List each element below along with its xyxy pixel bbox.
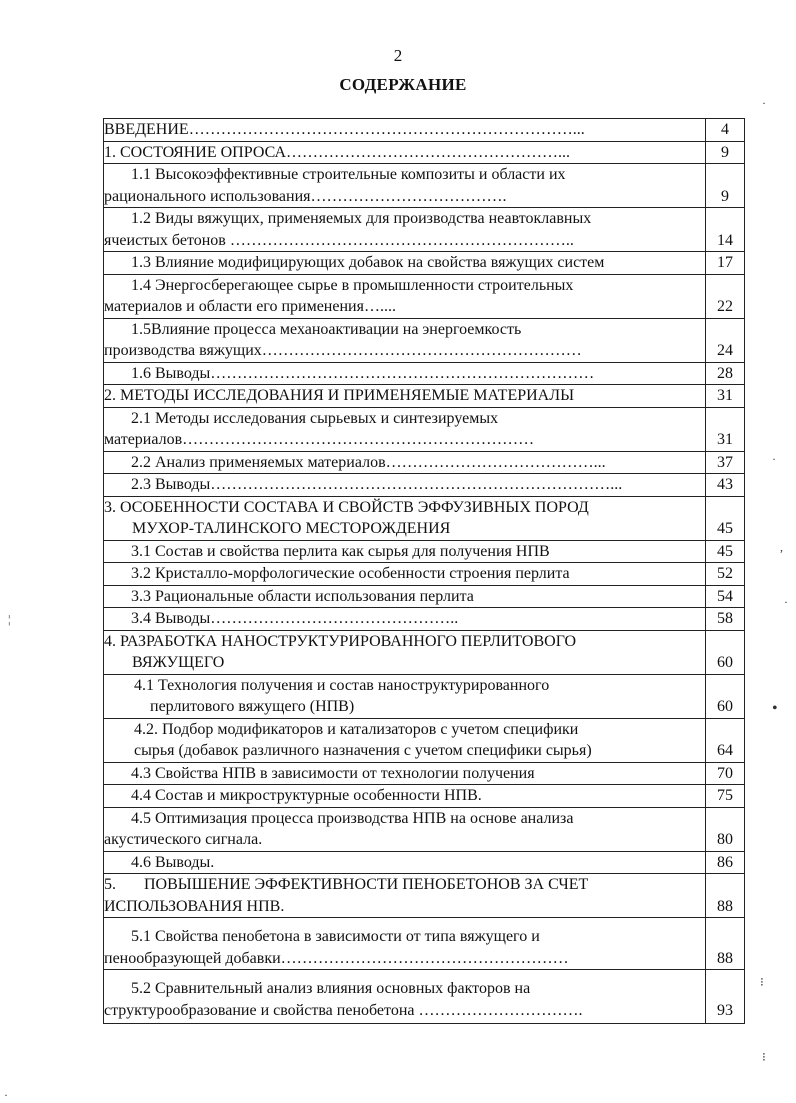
scan-speck: · (762, 96, 766, 110)
toc-entry (104, 540, 706, 563)
toc-entry (104, 874, 706, 918)
toc-row (104, 540, 745, 563)
toc-entry (104, 807, 706, 851)
toc-entry (104, 141, 706, 164)
toc-page-number: 24 (706, 318, 745, 362)
toc-page-number: 22 (706, 274, 745, 318)
toc-entry (104, 318, 706, 362)
toc-page-number: 52 (706, 563, 745, 586)
toc-entry-text: материалов и области его применения….... (104, 298, 396, 315)
scan-speck: · (784, 595, 788, 609)
toc-entry (104, 563, 706, 586)
toc-page-number: 9 (706, 141, 745, 164)
toc-entry-text: ВВЕДЕНИЕ………………………………………………………………... (104, 121, 585, 138)
toc-entry-text: 1. СОСТОЯНИЕ ОПРОСА……………………………………………... (104, 143, 570, 161)
toc-entry (104, 970, 706, 1024)
toc-row (104, 718, 745, 762)
toc-row (104, 164, 745, 208)
toc-entry-text: 1.1 Высокоэффективные строительные композиты и области их (131, 166, 566, 183)
toc-entry (104, 252, 706, 275)
toc-entry (104, 851, 706, 874)
scan-speck: ⁝ (762, 1050, 766, 1064)
toc-page-number: 9 (706, 164, 745, 208)
scan-speck: • (772, 700, 778, 717)
toc-entry-text: 1.2 Виды вяжущих, применяемых для производства неавтоклавных (131, 210, 592, 227)
toc-row (104, 208, 745, 252)
toc-row (104, 496, 745, 540)
toc-entry (104, 762, 706, 785)
toc-page-number: 43 (706, 474, 745, 497)
toc-page-number: 14 (706, 208, 745, 252)
toc-row (104, 451, 745, 474)
scan-speck: · (4, 1088, 8, 1102)
toc-entry (104, 208, 706, 252)
toc-page-number: 54 (706, 585, 745, 608)
toc-row (104, 630, 745, 674)
page-number: 2 (393, 46, 403, 65)
toc-entry-text: ВЯЖУЩЕГО (132, 654, 225, 671)
toc-entry (104, 451, 706, 474)
toc-row (104, 674, 745, 718)
scan-speck: · (772, 452, 776, 466)
toc-row (104, 362, 745, 385)
toc-entry (104, 164, 706, 208)
toc-entry-text: рационального использования………………………………. (104, 187, 507, 205)
toc-page-number: 37 (706, 451, 745, 474)
toc-entry (104, 718, 706, 762)
toc-entry-text: 3.2 Кристалло-морфологические особенности строения перлита (131, 565, 570, 582)
toc-entry-text: 2.3 Выводы…………………………………………………………………... (131, 476, 623, 493)
toc-row (104, 119, 745, 142)
toc-entry-text: 3.1 Состав и свойства перлита как сырья для получения НПВ (131, 542, 550, 560)
scan-speck: , (780, 540, 783, 554)
toc-row (104, 407, 745, 451)
toc-entry-text: 4.5 Оптимизация процесса производства НПВ на основе анализа (131, 809, 574, 827)
toc-page-number: 60 (706, 674, 745, 718)
toc-row (104, 252, 745, 275)
toc-row (104, 762, 745, 785)
toc-entry-text: 4.3 Свойства НПВ в зависимости от технологии получения (131, 764, 535, 782)
toc-entry-text: ячеистых бетонов ……………………………………………………….. (104, 231, 574, 249)
toc-entry (104, 119, 706, 142)
toc-row (104, 474, 745, 497)
toc-row (104, 274, 745, 318)
toc-entry (104, 630, 706, 674)
toc-page-number: 86 (706, 851, 745, 874)
toc-entry-text: 1.4 Энергосберегающее сырье в промышленности строительных (131, 276, 574, 294)
toc-entry-text: 5.2 Сравнительный анализ влияния основных факторов на (131, 980, 531, 997)
toc-entry-text: 5.1 Свойства пенобетона в зависимости от типа вяжущего и (131, 928, 540, 945)
toc-entry-text: структурообразование и свойства пенобетона …………………………. (104, 1001, 583, 1019)
toc-page-number: 80 (706, 807, 745, 851)
toc-entry-text: 3.3 Рациональные области использования перлита (131, 587, 474, 605)
scan-speck: ⁝ (760, 975, 764, 989)
toc-entry-text: 2.1 Методы исследования сырьевых и синтезируемых (131, 409, 499, 427)
toc-entry-text: 3. ОСОБЕННОСТИ СОСТАВА И СВОЙСТВ ЭФФУЗИВНЫХ ПОРОД (104, 498, 589, 516)
toc-page-number: 64 (706, 718, 745, 762)
toc-entry (104, 362, 706, 385)
toc-page-number: 88 (706, 874, 745, 918)
toc-row (104, 851, 745, 874)
toc-entry (104, 407, 706, 451)
toc-entry-text: ИСПОЛЬЗОВАНИЯ НПВ. (104, 897, 285, 915)
toc-page-number: 58 (706, 608, 745, 631)
toc-page-number: 93 (706, 970, 745, 1024)
toc-row (104, 385, 745, 408)
toc-entry-text: пенообразующей добавки……………………………………………… (104, 949, 569, 967)
toc-entry (104, 608, 706, 631)
toc-entry-text: 4.6 Выводы. (131, 853, 215, 871)
toc-entry-text: МУХОР-ТАЛИНСКОГО МЕСТОРОЖДЕНИЯ (132, 520, 451, 537)
toc-entry-text: 2.2 Анализ применяемых материалов…………………………………... (131, 453, 606, 471)
toc-entry-text: 4.1 Технология получения и состав наноструктурированного (134, 676, 550, 694)
scan-speck: ¦ (8, 612, 11, 626)
toc-entry-text: материалов………………………………………………………… (104, 431, 535, 448)
toc-page-number: 45 (706, 496, 745, 540)
toc-entry (104, 385, 706, 408)
toc-entry-text: производства вяжущих…………………………………………………… (104, 342, 582, 359)
toc-row (104, 318, 745, 362)
toc-row (104, 585, 745, 608)
toc-page-number: 4 (706, 119, 745, 142)
toc-page-number: 70 (706, 762, 745, 785)
toc-entry-text: 5. ПОВЫШЕНИЕ ЭФФЕКТИВНОСТИ ПЕНОБЕТОНОВ ЗА СЧЕТ (104, 876, 589, 893)
toc-row (104, 563, 745, 586)
page-title: СОДЕРЖАНИЕ (339, 75, 467, 94)
toc-row (104, 918, 745, 970)
toc-page-number: 60 (706, 630, 745, 674)
toc-page-number: 75 (706, 785, 745, 808)
toc-row (104, 874, 745, 918)
toc-entry-text: 1.3 Влияние модифицирующих добавок на свойства вяжущих систем (131, 254, 605, 271)
toc-row (104, 785, 745, 808)
toc-entry (104, 918, 706, 970)
toc-row (104, 141, 745, 164)
toc-entry-text: перлитового вяжущего (НПВ) (150, 698, 355, 715)
toc-entry (104, 496, 706, 540)
toc-row (104, 608, 745, 631)
toc-entry-text: 4. РАЗРАБОТКА НАНОСТРУКТУРИРОВАННОГО ПЕРЛИТОВОГО (104, 632, 577, 650)
toc-row (104, 970, 745, 1024)
toc-entry-text: акустического сигнала. (104, 831, 263, 848)
toc-entry (104, 785, 706, 808)
toc-entry-text: 2. МЕТОДЫ ИССЛЕДОВАНИЯ И ПРИМЕНЯЕМЫЕ МАТЕРИАЛЫ (104, 387, 575, 404)
toc-page-number: 88 (706, 918, 745, 970)
toc-row (104, 807, 745, 851)
toc-page-number: 28 (706, 362, 745, 385)
toc-page-number: 17 (706, 252, 745, 275)
toc-entry (104, 274, 706, 318)
toc-entry-text: 4.4 Состав и микроструктурные особенности НПВ. (131, 787, 482, 804)
toc-entry-text: сырья (добавок различного назначения с учетом специфики сырья) (134, 742, 592, 759)
toc-entry-text: 1.5Влияние процесса механоактивации на энергоемкость (131, 320, 522, 338)
toc-page-number: 31 (706, 407, 745, 451)
toc-entry-text: 4.2. Подбор модификаторов и катализаторов с учетом специфики (134, 720, 579, 738)
table-of-contents (103, 118, 745, 1024)
toc-entry (104, 585, 706, 608)
toc-entry (104, 674, 706, 718)
toc-entry-text: 3.4 Выводы……………………………………….. (131, 610, 459, 627)
toc-page-number: 45 (706, 540, 745, 563)
toc-page-number: 31 (706, 385, 745, 408)
toc-entry (104, 474, 706, 497)
toc-entry-text: 1.6 Выводы……………………………………………………………… (131, 364, 595, 382)
